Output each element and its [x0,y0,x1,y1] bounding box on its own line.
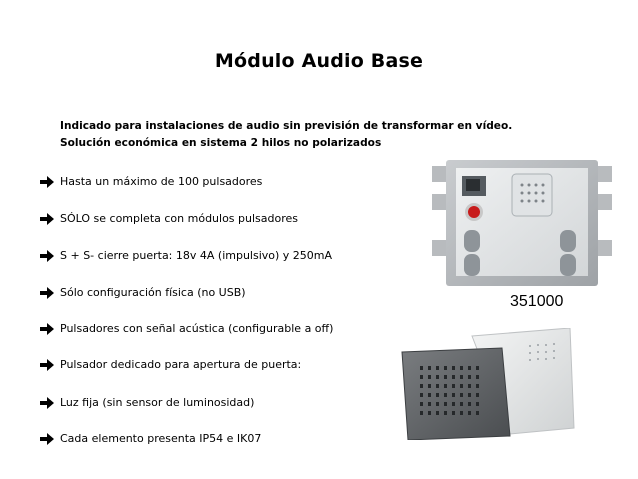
intro-text [60,118,512,152]
audio-module-image [432,160,612,286]
arrow-right-icon [40,323,54,335]
feature-text: Cada elemento presenta IP54 e IK07 [60,432,262,445]
intro-line-1: Indicado para instalaciones de audio sin previsión de transformar en vídeo. [60,120,513,132]
page-title: Módulo Audio Base [214,50,424,72]
arrow-right-icon [40,213,54,225]
arrow-right-icon [40,250,54,262]
feature-item [40,322,333,335]
feature-text: Sólo configuración física (no USB) [60,286,246,299]
intro-line-2: Solución económica en sistema 2 hilos no polarizados [60,137,382,149]
feature-text: Pulsadores con señal acústica (configurable a off) [60,322,334,335]
arrow-right-icon [40,359,54,371]
feature-text: S + S- cierre puerta: 18v 4A (impulsivo) y 250mA [60,249,333,262]
feature-item [40,432,261,445]
feature-item [40,286,246,299]
arrow-right-icon [40,433,54,445]
feature-item [40,358,301,371]
product-code: 351000 [510,293,564,310]
feature-item [40,212,298,225]
feature-text: SÓLO se completa con módulos pulsadores [60,212,299,225]
feature-text: Hasta un máximo de 100 pulsadores [60,175,263,188]
feature-text: Luz fija (sin sensor de luminosidad) [60,396,255,409]
arrow-right-icon [40,397,54,409]
arrow-right-icon [40,287,54,299]
arrow-right-icon [40,176,54,188]
feature-item [40,249,332,262]
cover-plates-image [398,328,578,440]
feature-item [40,175,262,188]
feature-item [40,396,254,409]
feature-text: Pulsador dedicado para apertura de puerta: [60,358,302,371]
